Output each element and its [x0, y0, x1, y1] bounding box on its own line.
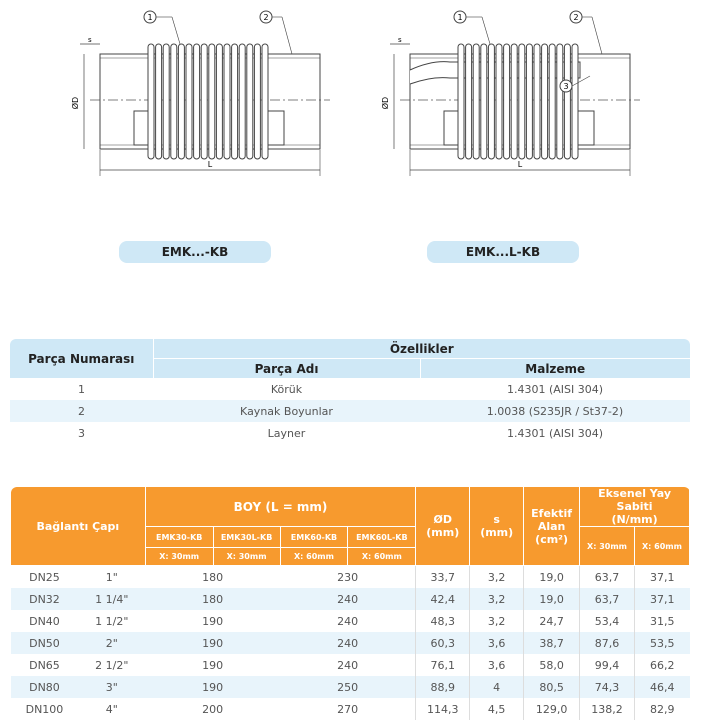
cell-spring-30: 53,4: [580, 610, 635, 632]
part-no: 1: [78, 382, 85, 396]
cell-length-30: 180: [145, 588, 280, 610]
header-connection: Bağlantı Çapı: [11, 487, 146, 566]
cell-area: 80,5: [524, 676, 580, 698]
table-row: [10, 422, 690, 444]
part-no: 2: [10, 400, 153, 422]
header-area: Efektif Alan (cm²): [524, 487, 580, 566]
cell-length-30: 180: [202, 570, 224, 584]
cell-length-60: 240: [337, 658, 359, 672]
table-row: [11, 654, 690, 676]
part-no: 3: [78, 426, 85, 440]
header-spring: Eksenel Yay Sabiti (N/mm): [580, 487, 690, 527]
part-material: 1.4301 (AISI 304): [506, 426, 604, 440]
table-row: [11, 698, 690, 720]
callout-1: 1: [147, 13, 153, 22]
spring-x60: X: 60mm: [635, 527, 690, 566]
cell-area: 58,0: [524, 654, 580, 676]
cell-dn: DN32: [11, 588, 79, 610]
model-emk30: EMK30-KB: [145, 527, 213, 548]
cell-spring-60: 53,5: [635, 632, 690, 654]
cell-s: 3,6: [470, 654, 524, 676]
cell-s: 4: [470, 676, 524, 698]
model-label-right: EMK...L-KB: [427, 241, 579, 263]
cell-spring-60: 37,1: [635, 566, 690, 589]
cell-od: 76,1: [416, 654, 470, 676]
cell-spring-60: 82,9: [635, 698, 690, 720]
parts-table: [10, 339, 690, 444]
label-s: s: [398, 36, 402, 44]
cell-length-60: 240: [280, 588, 416, 610]
cell-dn: DN50: [11, 632, 79, 654]
cell-length-30: 190: [202, 658, 224, 672]
cell-length-60: 230: [337, 570, 359, 584]
cell-spring-30: 74,3: [580, 676, 635, 698]
cell-s: 3,2: [470, 610, 524, 632]
cell-dn: DN100: [25, 702, 64, 716]
table-row: [10, 400, 690, 422]
cell-spring-60: 37,1: [635, 588, 690, 610]
cell-od: 60,3: [416, 632, 470, 654]
cell-dn: DN40: [29, 614, 60, 628]
callout-2: 2: [573, 13, 579, 22]
cell-spring-60: 31,5: [635, 610, 690, 632]
part-name: Körük: [270, 382, 303, 396]
model-x: X: 30mm: [213, 548, 280, 566]
cell-inch: 2 1/2": [95, 658, 129, 672]
model-emk60: EMK60-KB: [280, 527, 348, 548]
model-x: X: 60mm: [280, 548, 348, 566]
spring-x30: X: 30mm: [580, 527, 635, 566]
label-l: L: [207, 160, 213, 169]
part-name: Kaynak Boyunlar: [153, 400, 420, 422]
cell-inch: 1 1/2": [95, 614, 129, 628]
cell-spring-30: 63,7: [580, 566, 635, 589]
cell-spring-30: 87,6: [580, 632, 635, 654]
cell-od: 42,4: [416, 588, 470, 610]
cell-inch: 4": [105, 702, 118, 716]
header-s: s (mm): [470, 487, 524, 566]
cell-inch: 2": [78, 632, 145, 654]
cell-s: 3,2: [470, 566, 524, 589]
cell-dn: DN25: [29, 570, 60, 584]
table-row: [11, 588, 690, 610]
cell-spring-60: 66,2: [635, 654, 690, 676]
bellows-drawing-left: [60, 0, 340, 185]
callout-1: 1: [457, 13, 463, 22]
model-emk30l: EMK30L-KB: [213, 527, 280, 548]
cell-od: 48,3: [416, 610, 470, 632]
cell-od: 88,9: [416, 676, 470, 698]
cell-length-60: 240: [337, 614, 359, 628]
cell-spring-60: 46,4: [635, 676, 690, 698]
cell-length-30: 190: [145, 676, 280, 698]
cell-dn: DN80: [11, 676, 79, 698]
cell-od: 33,7: [416, 566, 470, 589]
cell-length-30: 190: [145, 632, 280, 654]
model-x: X: 60mm: [348, 548, 416, 566]
cell-inch: 1": [105, 570, 118, 584]
part-material: 1.4301 (AISI 304): [506, 382, 604, 396]
table-row: [11, 566, 690, 589]
cell-spring-30: 99,4: [580, 654, 635, 676]
header-part-no: Parça Numarası: [10, 339, 153, 378]
label-od: ØD: [381, 96, 390, 110]
part-material: 1.0038 (S235JR / St37-2): [420, 400, 690, 422]
model-x: X: 30mm: [145, 548, 213, 566]
cell-s: 3,6: [470, 632, 524, 654]
bellows-drawing-right: [370, 0, 650, 185]
model-emk60l: EMK60L-KB: [348, 527, 416, 548]
part-name: Layner: [267, 426, 306, 440]
cell-area: 24,7: [524, 610, 580, 632]
cell-s: 4,5: [470, 698, 524, 720]
header-part-name: Parça Adı: [153, 359, 420, 379]
cell-length-30: 190: [202, 614, 224, 628]
cell-length-60: 250: [280, 676, 416, 698]
header-od: ØD (mm): [416, 487, 470, 566]
table-row: [11, 610, 690, 632]
callout-3: 3: [563, 82, 569, 91]
table-row: [11, 632, 690, 654]
cell-inch: 1 1/4": [78, 588, 145, 610]
table-row: [11, 676, 690, 698]
callout-2: 2: [263, 13, 269, 22]
cell-inch: 3": [78, 676, 145, 698]
cell-spring-30: 138,2: [580, 698, 635, 720]
cell-area: 19,0: [524, 588, 580, 610]
label-od: ØD: [71, 96, 80, 110]
header-length: BOY (L = mm): [145, 487, 416, 527]
cell-length-30: 200: [202, 702, 224, 716]
model-label-left: EMK...-KB: [119, 241, 271, 263]
cell-length-60: 240: [280, 632, 416, 654]
label-l: L: [517, 160, 523, 169]
cell-length-60: 270: [337, 702, 359, 716]
cell-s: 3,2: [470, 588, 524, 610]
cell-area: 129,0: [524, 698, 580, 720]
table-row: [10, 378, 690, 400]
label-s: s: [88, 36, 92, 44]
spec-table: [10, 486, 690, 720]
cell-dn: DN65: [29, 658, 60, 672]
header-features: Özellikler: [153, 339, 690, 359]
cell-od: 114,3: [416, 698, 470, 720]
cell-area: 19,0: [524, 566, 580, 589]
cell-area: 38,7: [524, 632, 580, 654]
cell-spring-30: 63,7: [580, 588, 635, 610]
header-material: Malzeme: [420, 359, 690, 379]
